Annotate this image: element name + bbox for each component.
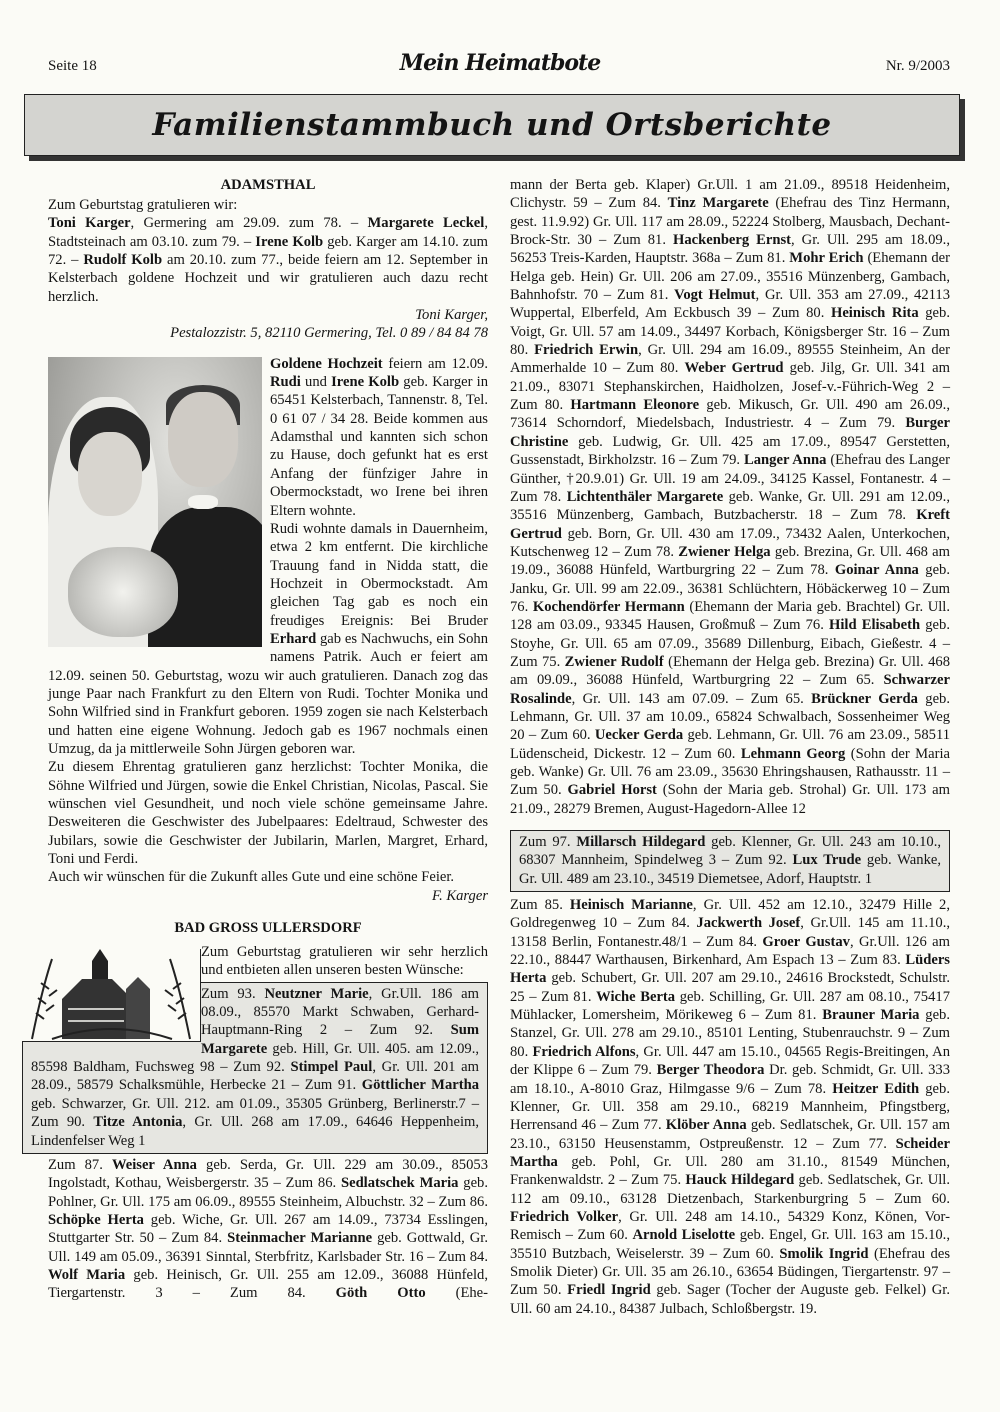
closing-paragraph: Auch wir wünschen für die Zukunft alles Gute und eine schöne Feier.: [48, 869, 455, 886]
text-run: geb. Sager (Tocher der Auguste geb. Felkel) Gr. Ull. 60 am 24.10., 84387 Julbach, Schloßbergstr. 19.: [510, 1282, 950, 1317]
person-name: Wolf Maria: [48, 1266, 126, 1283]
text-run: geb. Wanke, Gr. Ull. 489 am 23.10., 34519 Diemetsee, Adorf, Hauptstr. 1: [519, 852, 941, 887]
birthday-list: [48, 1156, 488, 1303]
person-name: Jackwerth Josef: [696, 915, 801, 932]
person-name: Hauck Hildegard: [685, 1172, 795, 1189]
signature: Toni Karger,: [415, 307, 488, 324]
ullersdorf-section: [31, 919, 488, 1303]
person-name: Groer Gustav: [762, 933, 850, 950]
birthday-list-continued: [510, 176, 950, 818]
text-run: geb. Lehmann, Gr. Ull. 76 am 23.09., 58511 Lüdenscheid, Dickestr. 12 – Zum 60.: [510, 727, 950, 762]
person-name: Kochendörfer Hermann: [532, 598, 685, 615]
text-run: (Ehemann der Helga geb. Hein) Gr. Ull. 206 am 27.09., 35516 Münzenberg, Gambach, Bahnhofstr. 70 – Zum 81.: [510, 250, 950, 304]
text-run: (Sohn der Maria geb. Wanke) Gr. Ull. 76 am 23.09., 35630 Ehringshausen, Rathausstr. 11 – Zum 50.: [510, 745, 951, 799]
text-run: mann der Berta geb. Klaper) Gr.Ull. 1 am 21.09., 89518 Heidenheim, Clichystr. 59 – Zum 84.: [510, 177, 950, 212]
person-name: Goldene Hochzeit: [270, 355, 383, 372]
text-run: Zum 97.: [519, 834, 577, 851]
person-name: Hild Elisabeth: [829, 617, 921, 634]
person-name: Uecker Gerda: [594, 727, 684, 744]
text-run: geb. Gottwald, Gr. Ull. 149 am 05.09., 36391 Sinntal, Sterbfritz, Karlsbader Str. 16 – Zum 84.: [48, 1230, 488, 1265]
person-name: Burger Christine: [510, 415, 950, 450]
text-run: , Gr. Ull. 353 am 27.09., 42113 Wuppertal, Elberfeld, Am Eckbusch 39 – Zum 80.: [510, 287, 950, 322]
text-run: geb. Sedlatschek, Gr. Ull. 112 am 09.10., 63128 Dietzenbach, Starkenburgring 5 – Zum 60.: [510, 1172, 950, 1207]
text-run: geb. Sedlatschek, Gr. Ull. 157 am 23.10., 63150 Heusenstamm, Ostpreußenstr. 12 – Zum 77.: [510, 1117, 950, 1152]
text-run: geb. Heinisch, Gr. Ull. 255 am 12.09., 36088 Hünfeld, Tiergartenstr. 3 – Zum 84.: [48, 1266, 488, 1302]
birthday-list-october: [510, 896, 950, 1318]
person-name: Wiche Berta: [596, 988, 676, 1005]
text-run: Zum 87.: [48, 1156, 112, 1173]
text-run: , Gr.Ull. 145 am 11.10., 13158 Berlin, Fontanestr.48/1 – Zum 84.: [510, 915, 951, 950]
text-run: Dr. geb. Schmidt, Gr. Ull. 333 am 18.10., A-8010 Graz, Hilmgasse 9/6 – Zum 78.: [510, 1062, 950, 1097]
person-name: Lehmann Georg: [740, 745, 846, 762]
section-title-box: [24, 94, 960, 156]
person-name: Tinz Margarete: [667, 195, 769, 212]
page-number: Seite 18: [48, 58, 97, 74]
text-run: , Gr. Ull. 201 am 28.09., 58579 Schalksmühle, Herbecke 21 – Zum 91.: [31, 1059, 479, 1094]
person-name: Stimpel Paul: [290, 1059, 373, 1076]
person-name: Irene Kolb: [331, 374, 400, 391]
person-name: Friedrich Volker: [510, 1208, 619, 1225]
text-run: geb. Pohlner, Gr. Ull. 175 am 06.09., 89555 Steinheim, Albuchstr. 32 – Zum 86.: [48, 1175, 488, 1210]
person-name: Mohr Erich: [789, 250, 864, 267]
text-run: geb. Stanzel, Gr. Ull. 278 am 29.10., 85101 Lenting, Stubenrauchstr. 9 – Zum 80.: [510, 1007, 950, 1060]
person-name: Kreft Gertrud: [510, 507, 950, 542]
text-run: geb. Lehmann, Gr. Ull. 37 am 10.09., 65824 Schwalbach, Sossenheimer Weg 20 – Zum 60.: [510, 690, 950, 744]
text-run: geb. Karger in 65451 Kelsterbach, Tannenstr. 8, Tel. 0 61 07 / 34 28. Beide kommen aus Adamsthal und kannten sich schon zu Hause, doch gefunkt hat es erst Anfang der fünfziger Jahre in Obermockstadt, wo Irene bei ihren Eltern wohnte.: [270, 374, 488, 519]
text-run: , Stadtsteinach am 03.10. zum 79. –: [48, 215, 488, 250]
person-name: Schöpke Herta: [48, 1211, 144, 1228]
person-name: Irene Kolb: [255, 233, 324, 250]
person-name: Weber Gertrud: [684, 360, 784, 377]
person-name: Neutzner Marie: [264, 985, 369, 1002]
text-run: Zum 85.: [510, 897, 570, 914]
text-run: und: [300, 374, 332, 391]
person-name: Hackenberg Ernst: [672, 232, 792, 249]
person-name: Heinisch Rita: [830, 305, 919, 322]
person-name: Titze Antonia: [93, 1114, 183, 1131]
text-run: geb. Wiche, Gr. Ull. 267 am 14.09., 73734 Esslingen, Stuttgarter Str. 50 – Zum 84.: [48, 1211, 488, 1247]
left-column: [31, 176, 488, 1303]
text-run: am 20.10. zum 77., beide feiern am 12. September in Kelsterbach goldene Hochzeit und wir gratulieren auch dazu recht herzlich.: [48, 252, 488, 305]
text-run: geb. Klenner, Gr. Ull. 243 am 10.10., 68307 Mannheim, Spindelweg 3 – Zum 92.: [519, 834, 941, 869]
person-name: Goinar Anna: [834, 562, 919, 579]
person-name: Weiser Anna: [111, 1156, 197, 1173]
section-title: Familienstammbuch und Ortsberichte: [152, 107, 832, 143]
person-name: Langer Anna: [744, 452, 827, 469]
person-name: Göth Otto: [335, 1285, 426, 1302]
text-run: feiern am 12.09.: [382, 355, 488, 372]
person-name: Sedlatschek Maria: [340, 1175, 459, 1192]
text-run: (Ehefrau des Tinz Hermann, gest. 11.9.92) Gr. Ull. 117 am 28.09., 52224 Stolberg, Mausbach, Dechant-Brock-Str. 30 – Zum 81.: [510, 195, 950, 249]
heading-adamsthal: ADAMSTHAL: [220, 177, 316, 193]
person-name: Zwiener Helga: [678, 543, 771, 560]
person-name: Friedl Ingrid: [567, 1282, 651, 1299]
signature: F. Karger: [432, 887, 488, 904]
person-name: Rudolf Kolb: [83, 252, 163, 269]
person-name: Hartmann Eleonore: [570, 397, 700, 414]
person-name: Sum Margarete: [201, 1022, 479, 1057]
wedding-photo: [48, 357, 262, 647]
text-run: , Gr.Ull. 186 am 08.09., 85570 Markt Schwaben, Gerhard- Hauptmann-Ring 2 – Zum 92.: [201, 985, 480, 1039]
heading-bad-gross-ullersdorf: BAD GROSS ULLERSDORF: [174, 920, 362, 937]
text-run: geb. Voigt, Gr. Ull. 57 am 14.09., 34497 Korbach, Königsberger Str. 16 – Zum 80.: [510, 305, 950, 359]
person-name: Lichtenthäler Margarete: [566, 488, 724, 505]
text-run: geb. Mikusch, Gr. Ull. 490 am 26.09., 73614 Schorndorf, Miedelsbach, Industriestr. 4 – Zum 79.: [510, 397, 950, 432]
text-run: geb. Klenner, Gr. Ull. 358 am 29.10., 68219 Mannheim, Pfingstberg, Herrensand 46 – Zum 77.: [510, 1080, 950, 1134]
signature-address: Pestalozzistr. 5, 82110 Germering, Tel. 0 89 / 84 84 78: [170, 325, 488, 342]
person-name: Millarsch Hildegard: [576, 834, 706, 851]
newspaper-logo: Mein Heimatbote: [399, 50, 601, 76]
text-run: Rudi wohnte damals in Dauernheim, etwa 2 km entfernt. Die kirchliche Trauung fand in Nidda statt, die Hochzeit in Obermockstadt. Am gleichen Tag gab es noch ein freudiges Ereignis: Bei Bruder: [270, 520, 488, 629]
text-run: (Ehefrau des Smolik Dieter) Gr. Ull. 35 am 26.10., 63654 Büdingen, Tiergartenstr. 97 – Zum 50.: [510, 1245, 951, 1299]
text-run: geb. Karger am 14.10. zum 72. –: [48, 233, 488, 269]
person-name: Smolik Ingrid: [779, 1245, 869, 1262]
person-name: Steinmacher Marianne: [227, 1230, 373, 1247]
text-run: , Gr. Ull. 248 am 14.10., 54329 Konz, Könen, Vor-Remisch – Zum 60.: [510, 1208, 950, 1244]
person-name: Lux Trude: [792, 852, 862, 869]
person-name: Vogt Helmut: [674, 287, 756, 304]
right-column: [510, 176, 950, 1318]
paragraph: Zum Geburtstag gratulieren wir:: [48, 197, 238, 213]
ullersdorf-intro: Zum Geburtstag gratulieren wir sehr herzlich und entbieten allen unseren besten Wünsche:: [201, 944, 488, 979]
person-name: Göttlicher Martha: [361, 1077, 479, 1094]
text-run: geb. Schubert, Gr. Ull. 207 am 29.10., 24616 Brockstedt, Schulstr. 25 – Zum 81.: [510, 970, 950, 1005]
text-run: , Germering am 29.09. zum 78. –: [130, 215, 368, 232]
text-run: geb. Serda, Gr. Ull. 229 am 30.09., 85053 Ingolstadt, Kothau, Weisbergerstr. 35 – Zum 86.: [48, 1156, 488, 1192]
text-run: , Gr.Ull. 126 am 22.10., 88447 Warthausen, Birkenhard, Am Espach 13 – Zum 83.: [510, 933, 950, 969]
text-run: , Gr. Ull. 294 am 16.09., 89555 Steinheim, An der Ammerhalde 10 – Zum 80.: [510, 342, 950, 377]
text-run: (Ehemann der Maria geb. Brachtel) Gr. Ull. 128 am 03.09., 93345 Hausen, Großmuß – Zum 76.: [510, 598, 951, 634]
text-run: Zum 93.: [201, 985, 265, 1002]
person-name: Scheider Martha: [510, 1135, 950, 1170]
text-run: geb. Wanke, Gr. Ull. 291 am 12.09., 35516 Münzenberg, Gambach, Butzbacherstr. 18 – Zum 78.: [510, 488, 950, 524]
person-name: Rudi: [270, 374, 301, 391]
text-run: geb. Pohl, Gr. Ull. 280 am 31.10., 81549 München, Frankenwaldstr. 2 – Zum 75.: [510, 1153, 950, 1189]
person-name: Friedrich Erwin: [534, 342, 639, 359]
text-run: , Gr. Ull. 143 am 07.09. – Zum 65.: [571, 690, 812, 707]
person-name: Friedrich Alfons: [532, 1043, 636, 1060]
person-name: Schwarzer Rosalinde: [510, 672, 950, 707]
text-run: (Ehemann der Helga geb. Brezina) Gr. Ull. 468 am 09.09., 36088 Hünfeld, Wartburgring 22 – Zum 65.: [510, 653, 950, 689]
person-name: Brauner Maria: [822, 1007, 920, 1024]
person-name: Heitzer Edith: [832, 1080, 920, 1097]
text-run: gab es Nachwuchs, ein Sohn namens Patrik. Auch er feiert am 12.09. seinen 50. Geburtstag, wozu wir auch gratulieren. Danach zog das junge Paar nach Frankfurt zu den Eltern von Rudi. Tochter Monika und Sohn Wilfried sind in Frankfurt geboren. 1959 zogen sie nach Kelsterbach und hatten eine eigene Wohnung. Jedoch gab es 1967 nochmals einen Umzug, da ja mittlerweile Sohn Jürgen geboren war.: [48, 630, 488, 757]
person-name: Klöber Anna: [665, 1117, 747, 1134]
text-run: (Ehe-: [425, 1285, 488, 1302]
text-run: geb. Schwarzer, Gr. Ull. 212. am 01.09., 35305 Grünberg, Berlinerstr.7 – Zum 90.: [31, 1095, 479, 1131]
text-run: geb. Janku, Gr. Ull. 99 am 22.09., 36381 Schlüchtern, Höbäckerweg 10 – Zum 76.: [510, 562, 950, 615]
person-name: Lüders Herta: [510, 952, 950, 987]
text-run: , Gr. Ull. 268 am 17.09., 64646 Heppenheim, Lindenfelser Weg 1: [31, 1114, 479, 1149]
birthday-paragraph: [48, 214, 488, 306]
church-illustration: [22, 949, 201, 1042]
issue-number: Nr. 9/2003: [885, 58, 950, 74]
text-run: geb. Born, Gr. Ull. 430 am 17.09., 73432 Aalen, Unterkochen, Kutschenweg 12 – Zum 78.: [510, 525, 950, 560]
person-name: Margarete Leckel: [367, 215, 485, 232]
text-run: , Gr. Ull. 452 am 12.10., 32479 Hille 2, Goldregenweg 10 – Zum 84.: [510, 897, 950, 932]
person-name: Berger Theodora: [656, 1062, 765, 1079]
person-name: Erhard: [270, 630, 317, 647]
congratulations-paragraph: Zu diesem Ehrentag gratulieren ganz herzlichst: Tochter Monika, die Söhne Wilfried und Jürgen, sowie die Enkel Christian, Nicolas, Pascal. Sie wünschen viel Gesundheit, und noch viele schöne gemeinsame Jahre. Desweiteren die Geschwister des Jubelpaares: Edeltraud, Schwester des Jubilars, sowie die Geschwister der Jubilarin, Marlen, Margret, Erhard, Toni und Ferdi.: [48, 759, 488, 868]
text-run: , Gr. Ull. 447 am 15.10., 04565 Regis-Breitingen, An der Klippe 6 – Zum 79.: [510, 1043, 950, 1079]
text-run: geb. Brezina, Gr. Ull. 468 am 19.09., 36088 Hünfeld, Wartburgring 22 – Zum 78.: [510, 543, 950, 579]
person-name: Zwiener Rudolf: [564, 653, 664, 670]
text-run: geb. Hill, Gr. Ull. 405. am 12.09., 85598 Baldham, Fuchsweg 98 – Zum 92.: [31, 1040, 479, 1076]
text-run: geb. Stoyhe, Gr. Ull. 65 am 07.09., 35689 Dillenburg, Eibach, Gießestr. 4 – Zum 75.: [510, 617, 950, 670]
person-name: Heinisch Marianne: [569, 897, 693, 914]
text-run: geb. Engel, Gr. Ull. 163 am 15.10., 35510 Butzbach, Weiselerstr. 39 – Zum 60.: [510, 1227, 950, 1262]
text-run: (Ehefrau des Langer Günther, †20.9.01) Gr. Ull. 19 am 24.09., 34125 Kassel, Fontanestr. 4 – Zum 78.: [510, 452, 951, 505]
text-run: geb. Jilg, Gr. Ull. 341 am 21.09., 83071 Stephanskirchen, Haidholzen, Josef-v.-Führich-Weg 2 – Zum 80.: [510, 360, 950, 414]
text-run: , Gr. Ull. 295 am 18.09., 56253 Treis-Karden, Hauptstr. 368a – Zum 81.: [510, 232, 950, 267]
text-run: geb. Schilling, Gr. Ull. 287 am 08.10., 75417 Mühlacker, Lomersheim, Mörikeweg 6 – Zum 81.: [510, 988, 950, 1024]
text-run: geb. Ludwig, Gr. Ull. 425 am 17.09., 89547 Gerstetten, Gussenstadt, Birkholzstr. 16 – Zum 79.: [510, 433, 950, 469]
person-name: Gabriel Horst: [567, 782, 657, 799]
person-name: Toni Karger: [48, 215, 131, 232]
highlight-box-birthdays-october: [510, 830, 950, 892]
person-name: Brückner Gerda: [811, 690, 918, 707]
person-name: Arnold Liselotte: [632, 1227, 736, 1244]
text-run: (Sohn der Maria geb. Strohal) Gr. Ull. 173 am 21.09., 28279 Bremen, August-Hagedorn-Allee 12: [510, 782, 950, 817]
box-text: [519, 833, 941, 888]
